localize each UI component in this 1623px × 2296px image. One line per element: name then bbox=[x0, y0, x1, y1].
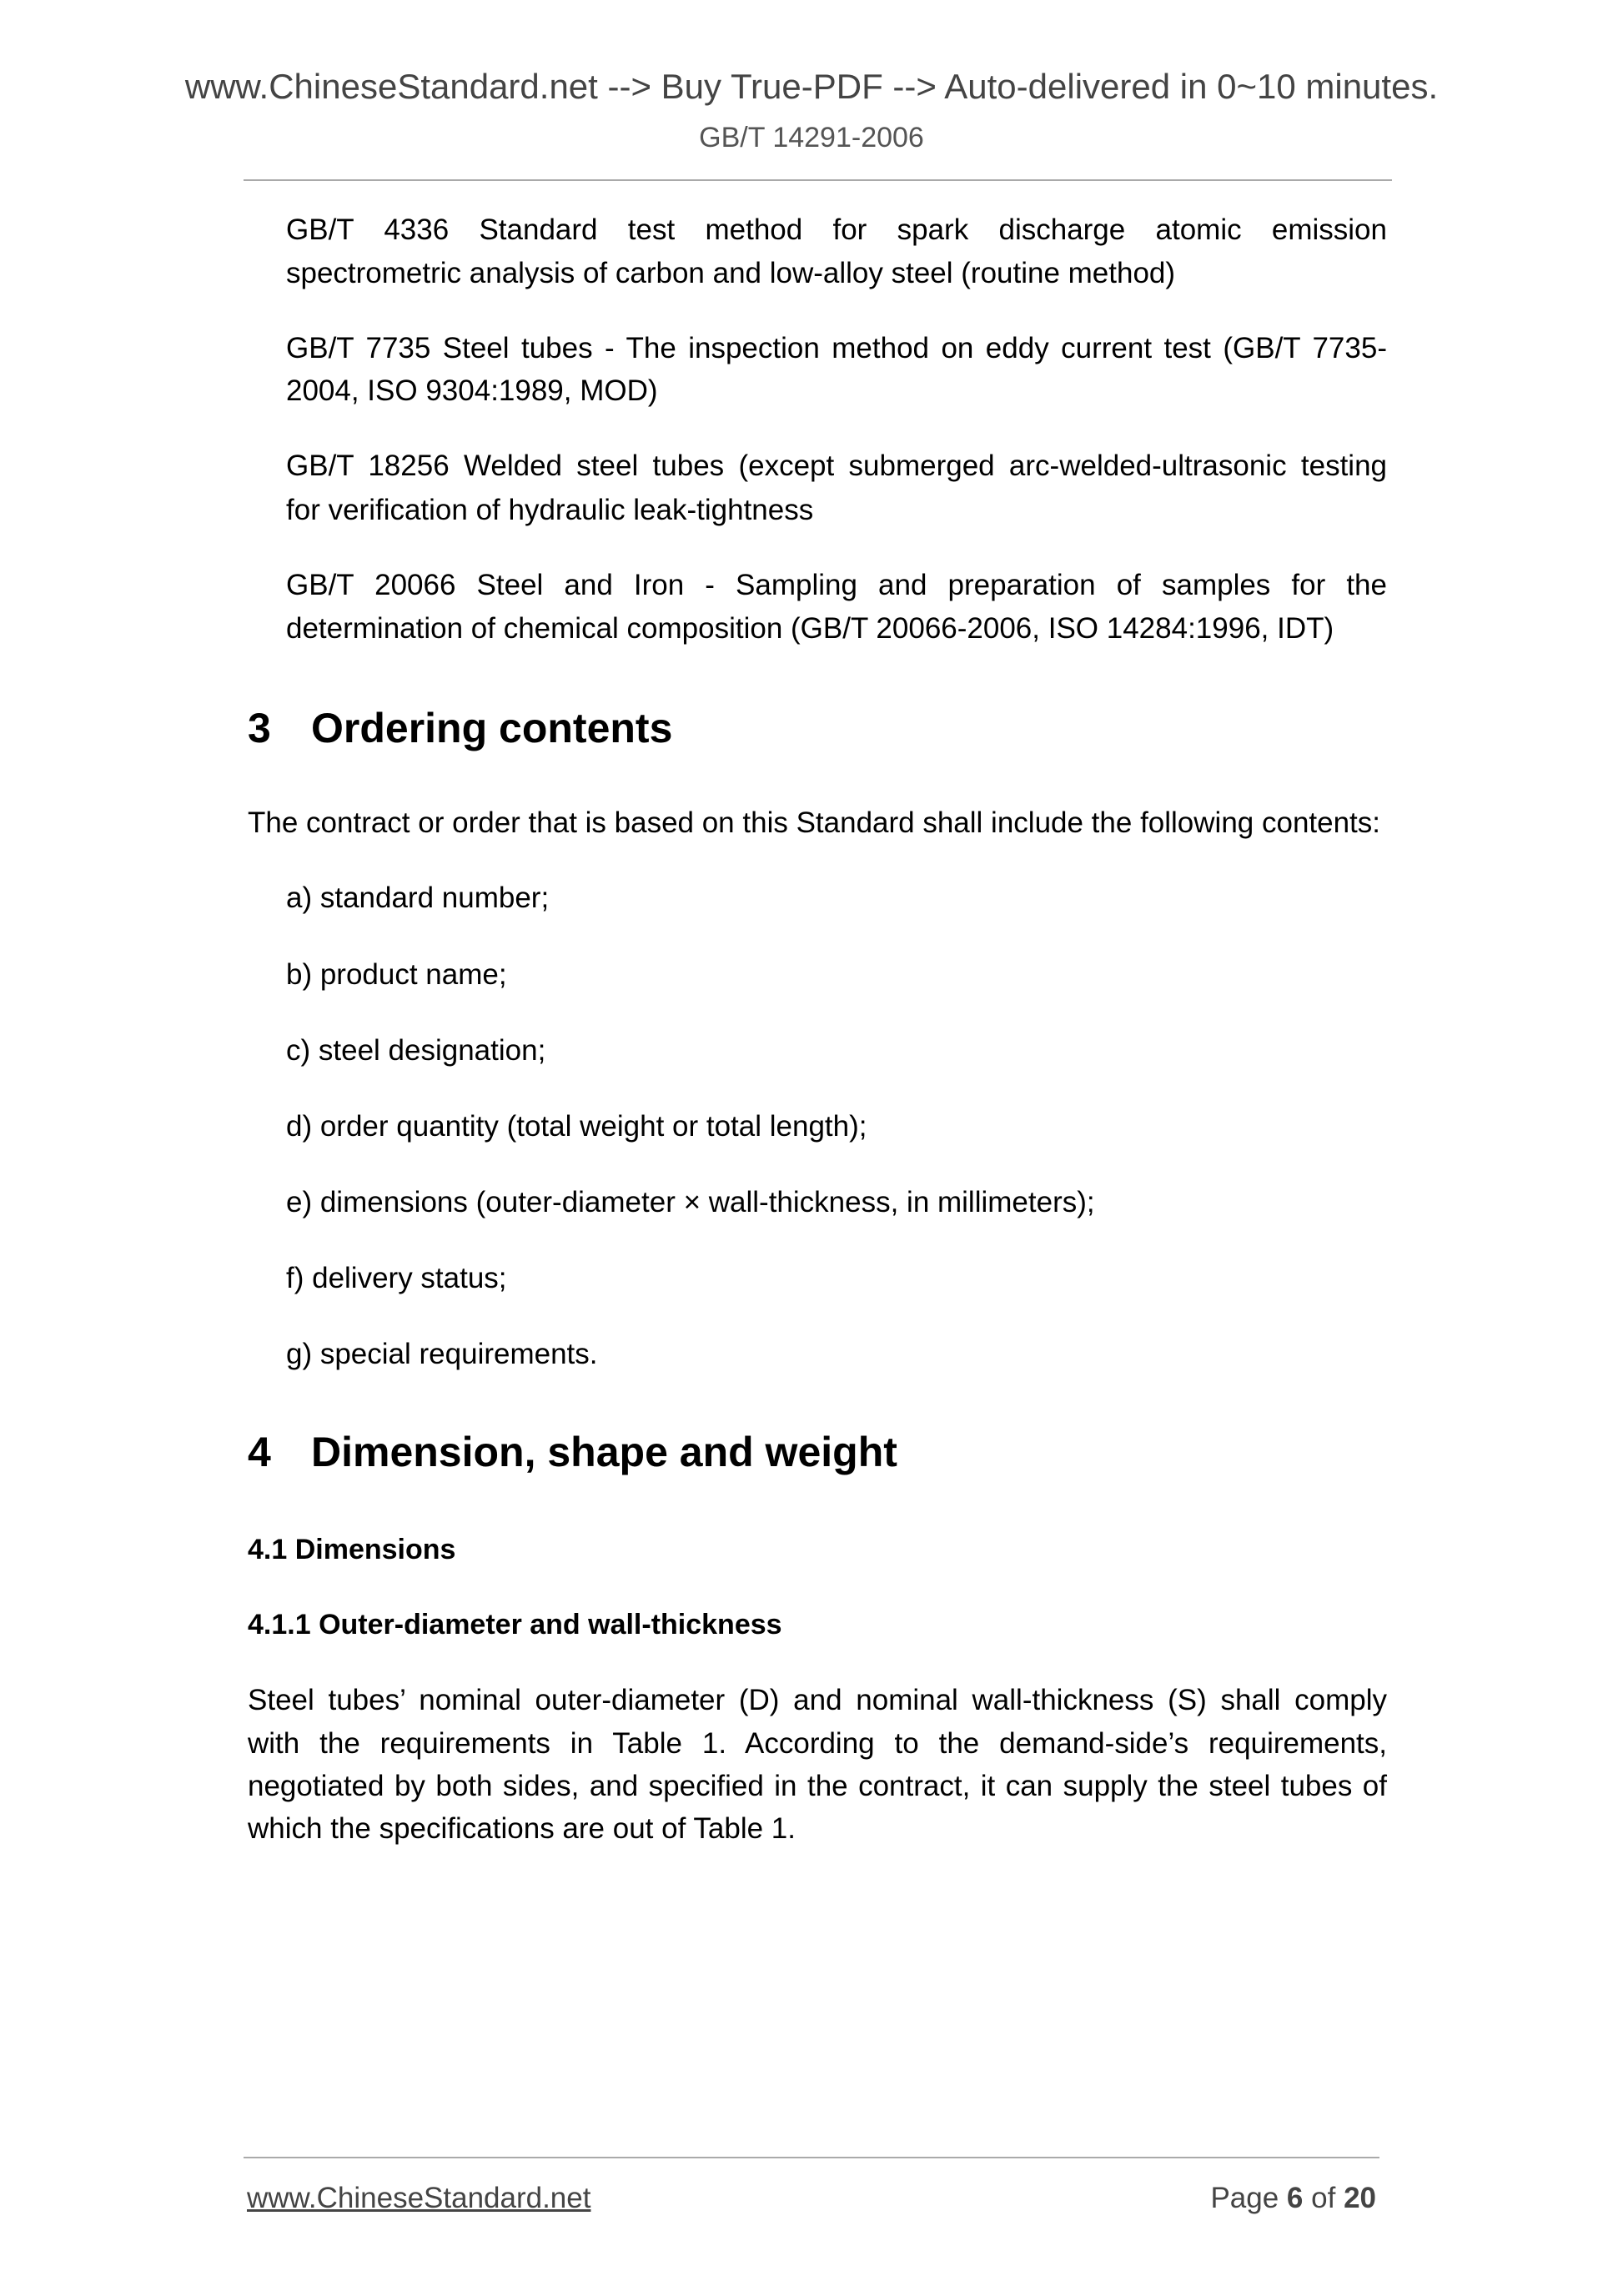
subsection-4-1-1-heading: 4.1.1 Outer-diameter and wall-thickness bbox=[248, 1609, 782, 1640]
standard-code: GB/T 14291-2006 bbox=[699, 122, 924, 153]
list-item: g) special requirements. bbox=[286, 1338, 598, 1370]
list-item: f) delivery status; bbox=[286, 1262, 507, 1294]
header-banner: www.ChineseStandard.net --> Buy True-PDF --> Auto-delivered in 0~10 minutes. bbox=[184, 67, 1439, 106]
paragraph-line: negotiated by both sides, and specified in the contract, it can supply the steel tubes of bbox=[248, 1770, 1387, 1802]
page-of: of bbox=[1311, 2182, 1336, 2214]
reference-line: 2004, ISO 9304:1989, MOD) bbox=[286, 374, 658, 407]
reference-line: determination of chemical composition (GB/T 20066-2006, ISO 14284:1996, IDT) bbox=[286, 612, 1334, 645]
section-3-number: 3 bbox=[248, 705, 271, 751]
section-3-title: Ordering contents bbox=[311, 705, 673, 751]
paragraph-line: Steel tubes’ nominal outer-diameter (D) and nominal wall-thickness (S) shall comply bbox=[248, 1684, 1387, 1716]
section-4-title: Dimension, shape and weight bbox=[311, 1429, 897, 1475]
footer-divider bbox=[244, 2157, 1379, 2158]
list-item: c) steel designation; bbox=[286, 1034, 546, 1067]
reference-line: GB/T 20066 Steel and Iron - Sampling and preparation of samples for the bbox=[286, 569, 1387, 601]
page-current: 6 bbox=[1286, 2182, 1304, 2214]
paragraph-line: which the specifications are out of Table 1. bbox=[248, 1812, 796, 1845]
reference-line: GB/T 4336 Standard test method for spark discharge atomic emission bbox=[286, 214, 1387, 246]
subsection-4-1-heading: 4.1 Dimensions bbox=[248, 1534, 456, 1565]
list-item: e) dimensions (outer-diameter × wall-thickness, in millimeters); bbox=[286, 1186, 1095, 1218]
reference-line: spectrometric analysis of carbon and low-alloy steel (routine method) bbox=[286, 257, 1176, 289]
section-4-number: 4 bbox=[248, 1429, 271, 1475]
list-item: a) standard number; bbox=[286, 882, 550, 914]
reference-line: GB/T 7735 Steel tubes - The inspection method on eddy current test (GB/T 7735- bbox=[286, 332, 1387, 364]
page-indicator bbox=[1210, 2182, 1376, 2215]
reference-line: GB/T 18256 Welded steel tubes (except submerged arc-welded-ultrasonic testing bbox=[286, 450, 1387, 482]
list-item: b) product name; bbox=[286, 958, 507, 991]
section-3-intro: The contract or order that is based on this Standard shall include the following contents: bbox=[248, 806, 1381, 839]
page-prefix: Page bbox=[1210, 2182, 1279, 2214]
list-item: d) order quantity (total weight or total length); bbox=[286, 1110, 867, 1143]
header-divider bbox=[244, 179, 1392, 181]
page-total: 20 bbox=[1344, 2182, 1376, 2214]
reference-line: for verification of hydraulic leak-tightness bbox=[286, 494, 814, 526]
paragraph-line: with the requirements in Table 1. According to the demand-side’s requirements, bbox=[248, 1727, 1387, 1760]
footer-link-container bbox=[247, 2182, 590, 2215]
footer-website-link[interactable]: www.ChineseStandard.net bbox=[247, 2182, 591, 2214]
